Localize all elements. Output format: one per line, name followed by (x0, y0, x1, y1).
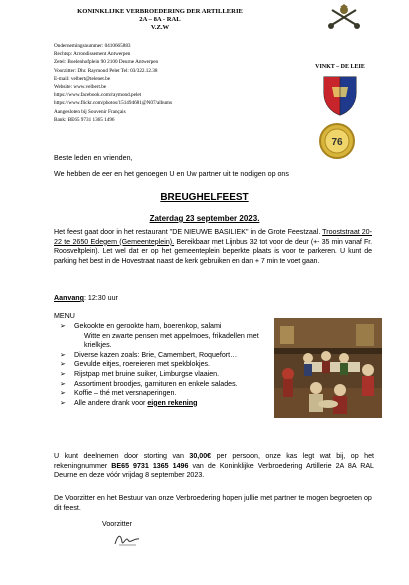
own-account-emphasis: eigen rekening (147, 398, 198, 407)
arrow-bullet-icon: ➢ (60, 323, 66, 330)
greeting: Beste leden en vrienden, (54, 154, 133, 162)
coat-of-arms-shield (318, 73, 362, 117)
website-line: Website: www.velbert.be (54, 84, 107, 91)
account-number: BE65 9731 1365 1496 (111, 461, 189, 470)
restaurant-name: "DE NIEUWE BASILIEK" (169, 228, 249, 236)
menu-item: ➢ Gevulde eitjes, roereieren met spekblokjes. (60, 360, 211, 369)
organisation-units: 2A – 8A - RAL (139, 16, 181, 23)
signatory-title: Voorzitter (102, 520, 132, 528)
bank-line: Bank: BE65 9731 1365 1496 (54, 116, 115, 123)
arrow-bullet-icon: ➢ (60, 361, 66, 369)
facebook-link: https://www.facebook.com/raymond.pelet (54, 92, 142, 99)
arrow-bullet-icon: ➢ (60, 351, 66, 359)
menu-item: ➢ Rijstpap met bruine suiker, Limburgse vlaaien. (60, 369, 220, 378)
address-block (54, 42, 254, 124)
payment-text-3: van de Koninklijke Verbroedering Artillerie 2A 8A RAL Deurne en deze vóór vrijdag 8 september 2023. (54, 461, 375, 480)
affiliation-line: Aangesloten bij Souvenir Français (54, 108, 126, 115)
unit-badge-label: VINKT – DE LEIE (315, 64, 365, 70)
payment-text-1: U kunt deelnemen door storting van (54, 452, 190, 460)
company-number: Ondernemingsnummer: 0410665883 (54, 43, 131, 49)
venue-text-1: Het feest gaat door in het restaurant (54, 228, 170, 236)
venue-address: Trooststraat 20-22 te 2650 Edegem (Gemeenteplein). (54, 228, 372, 246)
arrow-bullet-icon: ➢ (60, 380, 66, 388)
venue-paragraph (54, 228, 372, 266)
seat-address: Zetel: Boelenhofplein 90 2100 Deurne Antwerpen (54, 59, 159, 66)
arrow-bullet-icon: ➢ (60, 390, 66, 398)
start-time (54, 294, 118, 304)
arrow-bullet-icon: ➢ (60, 370, 66, 378)
organisation-name: KONINKLIJKE VERBROEDERING DER ARTILLERIE (77, 8, 243, 15)
start-time-label: Aanvang (54, 294, 84, 302)
email-line: E-mail: velbert@telenet.be (54, 75, 111, 82)
intro-line: We hebben de eer en het genoegen U en Uw partner uit te nodigen op ons (54, 170, 289, 178)
jurisdiction: Rechtsp: Arrondissement Antwerpen (54, 51, 131, 58)
venue-text-2: in de Grote Feestzaal. (248, 228, 323, 236)
menu-item: Witte en zwarte pensen met appelmoes, frikadellen met krielkjes. (84, 331, 259, 350)
payment-amount: 30,00€ (189, 452, 212, 460)
anniversary-medal (318, 122, 356, 160)
payment-paragraph (54, 452, 374, 481)
start-time-value: : 12:30 uur (83, 294, 118, 302)
flickr-link: https://www.flickr.com/photos/151494681@N07/albums (54, 100, 172, 107)
menu-item: ➢ Alle andere drank voor eigen rekening (60, 398, 198, 407)
breughel-painting-image (274, 318, 382, 418)
venue-text-3: Bereikbaar met Lijnbus 32 tot voor de deur (+- 35 min vanaf Fr. Roosveltplein). Let wel dat er op het gemeenteplein beperkte plaats is voor te parkeren. U kunt de parking het best in de Hovestraat naast de kerk gebruiken en dan + 7 min te voet gaan. (54, 237, 372, 265)
medal-number: 76 (331, 137, 343, 148)
closing-paragraph: De Voorzitter en het Bestuur van onze Verbroedering hopen jullie met partner te mogen begroeten op dit feest. (54, 494, 372, 512)
menu-item: ➢ Gekookte en gerookte ham, boerenkop, salami (60, 322, 222, 330)
menu-list (60, 322, 272, 408)
payment-text-2: per persoon, onze kas legt wat bij, op het rekeningnummer (54, 452, 374, 470)
event-date: Zaterdag 23 september 2023. (149, 214, 260, 223)
event-title: BREUGHELFEEST (160, 192, 249, 203)
arrow-bullet-icon: ➢ (60, 399, 66, 407)
menu-item: ➢ Diverse kazen zoals: Brie, Camembert, Roquefort… (60, 350, 238, 359)
crossed-cannons-emblem (326, 4, 362, 30)
menu-heading: MENU (54, 312, 75, 320)
handwritten-signature (112, 530, 142, 548)
organisation-legal-form: V.Z.W (150, 24, 170, 31)
menu-item: ➢ Koffie – thé met versnaperingen. (60, 389, 177, 398)
menu-item: ➢ Assortiment broodjes, garnituren en enkele salades. (60, 379, 238, 388)
chairman-contact: Voorzitter: Dhr. Raymond Pelet Tel: 03/322.12.38 (54, 67, 158, 74)
